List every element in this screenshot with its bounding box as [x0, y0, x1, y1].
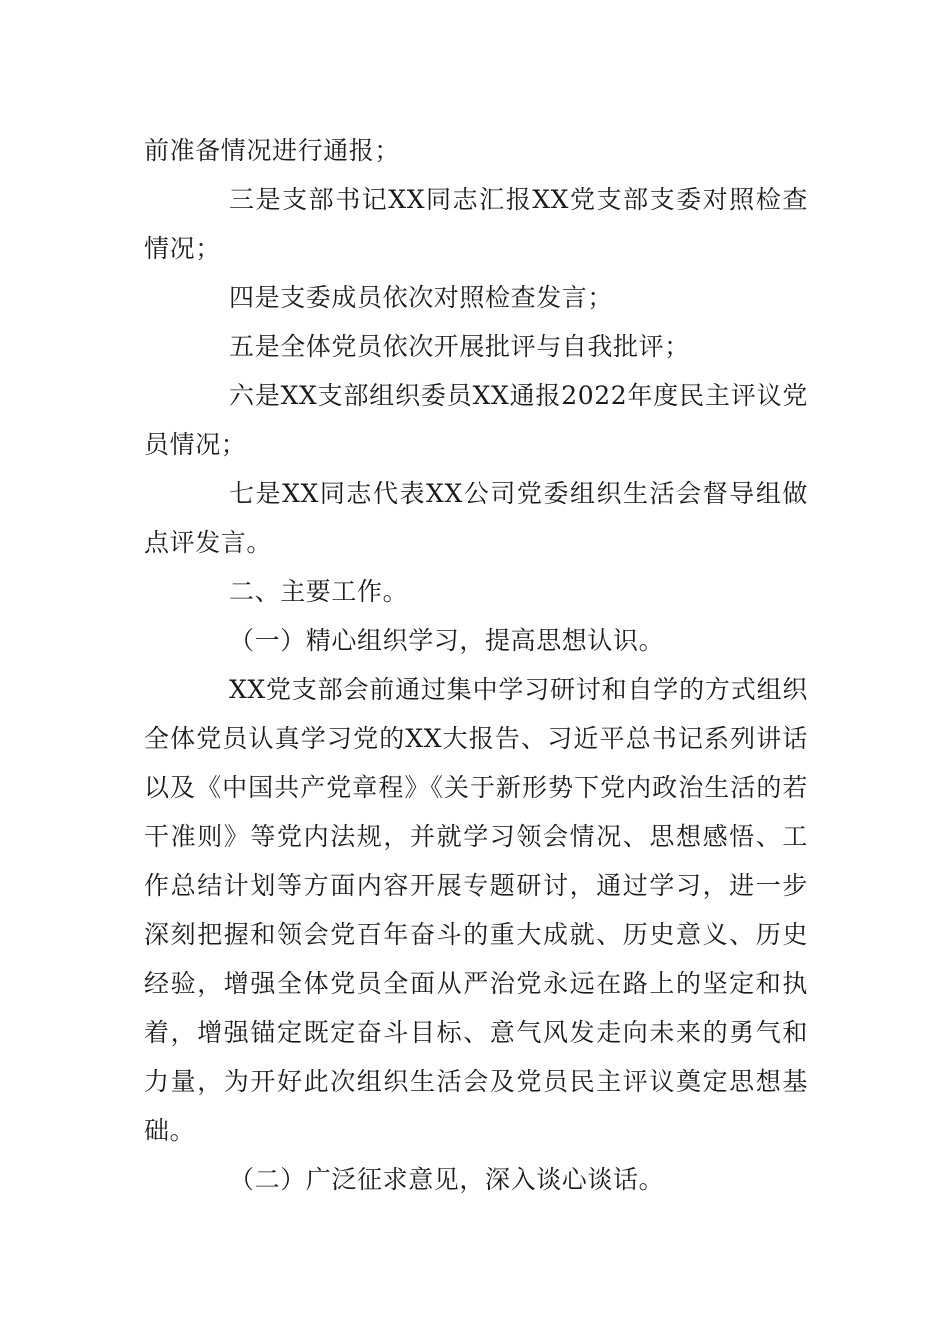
paragraph-study-body: XX党支部会前通过集中学习研讨和自学的方式组织全体党员认真学习党的XX大报告、习近平总书记系列讲话以及《中国共产党章程》《关于新形势下党内政治生活的若干准则》等党内法规，并就学习领会情况、思想感悟、工作总结计划等方面内容开展专题研讨，通过学习，进一步深刻把握和领会党百年奋斗的重大成就、历史意义、历史经验，增强全体党员全面从严治党永远在路上的坚定和执着，增强锚定既定奋斗目标、意气风发走向未来的勇气和力量，为开好此次组织生活会及党员民主评议奠定思想基础。: [144, 675, 808, 1145]
subsection-heading-opinions: （二）广泛征求意见，深入谈心谈话。: [229, 1165, 665, 1194]
section-heading-main-work: 二、主要工作。: [229, 577, 409, 606]
document-body: [144, 126, 808, 1204]
paragraph-item-6: 六是XX支部组织委员XX通报2022年度民主评议党员情况；: [144, 381, 808, 459]
paragraph-item-4: 四是支委成员依次对照检查发言；: [229, 283, 614, 312]
paragraph-continuation: 前准备情况进行通报；: [144, 136, 401, 165]
paragraph-item-5: 五是全体党员依次开展批评与自我批评；: [229, 332, 690, 361]
paragraph-item-7: 七是XX同志代表XX公司党委组织生活会督导组做点评发言。: [144, 479, 808, 557]
paragraph-item-3: 三是支部书记XX同志汇报XX党支部支委对照检查情况；: [144, 185, 808, 263]
subsection-heading-study: （一）精心组织学习，提高思想认识。: [229, 626, 665, 655]
